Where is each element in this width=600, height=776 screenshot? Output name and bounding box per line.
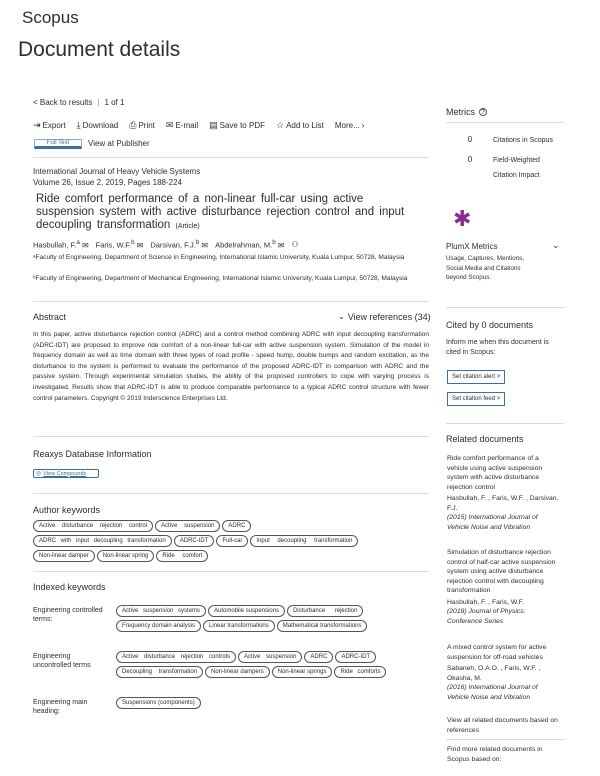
download-icon: ⤓ bbox=[76, 120, 81, 130]
keyword-tag[interactable]: Ride comfort bbox=[156, 550, 208, 562]
author-keywords-row bbox=[33, 550, 210, 565]
print-button[interactable] bbox=[129, 120, 155, 131]
keyword-tag[interactable]: Active suspension systems bbox=[116, 605, 206, 617]
fwci-value: 0 bbox=[467, 155, 473, 164]
author-name: Darsivan, F.J. bbox=[150, 240, 196, 250]
metrics-header bbox=[446, 107, 487, 117]
divider bbox=[446, 739, 564, 740]
related-item-source: (2015) International Journal of Vehicle Noise and Vibration bbox=[447, 514, 538, 531]
author-affil-sup: b bbox=[272, 239, 276, 246]
keyword-tag[interactable]: Active suspension bbox=[155, 520, 220, 532]
separator: | bbox=[97, 98, 100, 107]
page-title: Document details bbox=[18, 38, 181, 61]
keyword-tag[interactable]: ADRC-IDT bbox=[335, 651, 376, 663]
view-all-related-link[interactable]: View all related documents based on references bbox=[447, 717, 558, 734]
related-item-source: (2016) International Journal of Vehicle Noise and Vibration bbox=[447, 684, 538, 701]
author-item[interactable] bbox=[33, 239, 89, 250]
citations-label: Citations in Scopus bbox=[493, 137, 553, 144]
related-item-title[interactable]: A mixed control system for active suspension for off-road vehicles bbox=[447, 644, 547, 661]
related-documents-heading: Related documents bbox=[446, 434, 524, 444]
save-pdf-button[interactable] bbox=[209, 120, 265, 131]
reaxys-icon: ◎ bbox=[36, 471, 42, 477]
save-pdf-label: Save to PDF bbox=[219, 121, 265, 130]
set-citation-alert-button[interactable]: Set citation alert > bbox=[447, 370, 505, 384]
cited-by-description: Inform me when this document is cited in Scopus: bbox=[446, 339, 549, 356]
chevron-down-icon[interactable]: ⌄ bbox=[552, 240, 560, 250]
author-keywords-row bbox=[33, 520, 253, 535]
find-more-related-text: Find more related documents in Scopus based on: bbox=[447, 746, 543, 763]
keyword-tag[interactable]: Active disturbance rejection control bbox=[33, 520, 153, 532]
plumx-description: Usage, Captures, Mentions, Social Media and Citations beyond Scopus. bbox=[446, 255, 525, 281]
author-keywords-heading: Author keywords bbox=[33, 505, 101, 515]
related-item-source: (2018) Journal of Physics: Conference Series bbox=[447, 608, 526, 625]
toolbar bbox=[33, 120, 364, 131]
keyword-tag[interactable]: ADRC-IDT bbox=[174, 535, 215, 547]
main-heading-row bbox=[116, 697, 203, 712]
email-icon[interactable]: ✉ bbox=[81, 240, 89, 250]
keyword-tag[interactable]: Ride comforts bbox=[334, 666, 386, 678]
full-text-button[interactable]: Full Text bbox=[34, 139, 82, 149]
author-list bbox=[33, 239, 299, 250]
controlled-terms-row bbox=[116, 620, 369, 635]
print-label: Print bbox=[138, 121, 155, 130]
related-item-authors: Hasbullah, F. , Faris, W.F. bbox=[447, 598, 525, 606]
volume-info: Volume 26, Issue 2, 2019, Pages 188-224 bbox=[33, 178, 182, 187]
author-affil-sup: a bbox=[76, 239, 80, 246]
abstract-heading: Abstract bbox=[33, 312, 67, 322]
keyword-tag[interactable]: Disturbance rejection bbox=[287, 605, 363, 617]
author-name: Hasbullah, F. bbox=[33, 240, 77, 250]
controlled-terms-label: Engineering controlled terms: bbox=[33, 607, 103, 623]
keyword-tag[interactable]: ADRC with input decoupling transformation bbox=[33, 535, 172, 547]
controlled-terms-row bbox=[116, 605, 365, 620]
back-to-results-link[interactable]: < Back to results bbox=[33, 98, 93, 107]
keyword-tag[interactable]: Full-car bbox=[216, 535, 248, 547]
related-item[interactable] bbox=[447, 548, 559, 626]
fwci-label-2: Citation Impact bbox=[493, 172, 540, 179]
related-item[interactable] bbox=[447, 643, 559, 702]
article-title-text: Ride comfort performance of a non-linear full-car using active suspension system with active disturbance rejection control and input decoupling transformation bbox=[36, 193, 405, 231]
keyword-tag[interactable]: Input decoupling transformation bbox=[250, 535, 358, 547]
journal-name[interactable]: International Journal of Heavy Vehicle Systems bbox=[33, 167, 201, 176]
view-references-link[interactable] bbox=[338, 312, 431, 322]
article-title bbox=[36, 193, 426, 233]
citations-count: 0 bbox=[467, 135, 473, 144]
keyword-tag[interactable]: Linear transformations bbox=[203, 620, 275, 632]
keyword-tag[interactable]: Non-linear dampers bbox=[205, 666, 270, 678]
plumx-logo-icon: ✱ bbox=[453, 206, 472, 231]
divider bbox=[33, 571, 429, 572]
keyword-tag[interactable]: ADRC bbox=[222, 520, 251, 532]
export-icon: ⇥ bbox=[33, 120, 41, 130]
divider bbox=[33, 493, 429, 494]
cited-by-heading: Cited by 0 documents bbox=[446, 320, 534, 330]
divider bbox=[33, 301, 429, 302]
keyword-tag[interactable]: Non-linear spring bbox=[97, 550, 155, 562]
download-button[interactable] bbox=[77, 120, 119, 131]
view-references-label: View references (34) bbox=[347, 312, 431, 322]
keyword-tag[interactable]: Active suspension bbox=[238, 651, 302, 663]
uncontrolled-terms-row bbox=[116, 651, 378, 666]
divider bbox=[446, 307, 564, 308]
metrics-heading: Metrics bbox=[446, 107, 475, 117]
keyword-tag[interactable]: Automobile suspensions bbox=[208, 605, 285, 617]
email-icon[interactable]: ✉ bbox=[277, 240, 285, 250]
uncontrolled-terms-label: Engineering uncontrolled terms bbox=[33, 653, 91, 669]
keyword-tag[interactable]: Non-linear springs bbox=[272, 666, 333, 678]
related-item[interactable] bbox=[447, 454, 559, 532]
affiliation-b: ᵇFaculty of Engineering, Department of Mechanical Engineering, International Islamic University, Kuala Lumpur, 50728, Malaysia bbox=[33, 275, 408, 282]
article-type: (Article) bbox=[175, 223, 200, 230]
chevron-right-icon: › bbox=[361, 121, 365, 130]
info-icon[interactable]: ? bbox=[479, 108, 487, 116]
view-compounds-label: View Compounds bbox=[43, 470, 87, 477]
main-heading-label: Engineering main heading: bbox=[33, 699, 88, 715]
keyword-tag[interactable]: Non-linear damper bbox=[33, 550, 95, 562]
view-compounds-button[interactable] bbox=[33, 469, 99, 478]
keyword-tag[interactable]: Frequency domain analysis bbox=[116, 620, 201, 632]
export-label: Export bbox=[42, 121, 66, 130]
add-to-list-button[interactable] bbox=[276, 120, 324, 131]
reaxys-heading: Reaxys Database Information bbox=[33, 449, 152, 459]
download-label: Download bbox=[82, 121, 119, 130]
keyword-tag[interactable]: ADRC bbox=[304, 651, 333, 663]
author-affil-sup: b bbox=[131, 239, 135, 246]
author-name: Faris, W.F. bbox=[95, 240, 132, 250]
author-item[interactable] bbox=[150, 239, 208, 250]
plumx-title: PlumX Metrics bbox=[446, 242, 498, 251]
divider bbox=[446, 423, 564, 424]
view-at-publisher-link[interactable]: View at Publisher bbox=[88, 139, 150, 148]
more-button[interactable]: More... bbox=[334, 121, 360, 130]
related-item-authors: Sabaneh, O.A.O. , Faris, W.F. , Okasha, M. bbox=[447, 665, 541, 682]
person-icon[interactable]: ⚇ bbox=[291, 239, 299, 249]
pdf-icon: ▤ bbox=[209, 120, 218, 130]
fwci-label-1: Field-Weighted bbox=[493, 157, 540, 164]
related-item-title[interactable]: Simulation of disturbance rejection control of half-car active suspension system using active disturbance rejection control with decoupling transformation bbox=[447, 549, 556, 594]
author-item[interactable] bbox=[96, 239, 144, 250]
author-name: Abdelrahman, M. bbox=[215, 240, 273, 250]
print-icon: ⎙ bbox=[129, 120, 137, 130]
author-keywords-row bbox=[33, 535, 360, 550]
email-icon[interactable]: ✉ bbox=[136, 240, 144, 250]
keyword-tag[interactable]: Decoupling transformation bbox=[116, 666, 203, 678]
email-label: E-mail bbox=[175, 121, 199, 130]
affiliation-a: ᵃFaculty of Engineering, Department of Science in Engineering, International Islamic University, Kuala Lumpur, 50728, Malaysia bbox=[33, 254, 405, 261]
uncontrolled-terms-row bbox=[116, 666, 388, 681]
abstract-text: In this paper, active disturbance rejection control (ADRC) and a control method combining ADRC with input decoupling transformation (ADRC-IDT) are proposed to improve ride comfort of a non-linear full-car with active suspension system. Simulation of the model in frequency domain as well as time domain with three types of road profile - speed hump, double bumps and random excitation, as the disturbance to the system is performed to evaluate the performance of the proposed ADRC-IDT in comparison with ADRC and the passive system. Through experimental simulation studies, the ability of the proposed controllers to cope with varying process is investigated. Results show that ADRC-IDT is able to produce comparable performance to a typical ADRC control structure with fewer control parameters. Copyright © 2019 Inderscience Enterprises Ltd. bbox=[33, 331, 429, 402]
set-citation-feed-button[interactable]: Set citation feed > bbox=[447, 392, 505, 406]
keyword-tag[interactable]: Mathematical transformations bbox=[277, 620, 368, 632]
related-item-authors: Hasbullah, F. , Faris, W.F. , Darsivan, F.J. bbox=[447, 495, 559, 512]
divider bbox=[33, 436, 429, 437]
divider bbox=[446, 122, 564, 123]
related-item-title[interactable]: Ride comfort performance of a vehicle using active suspension system with active disturbance rejection control bbox=[447, 455, 543, 491]
author-item[interactable] bbox=[215, 239, 284, 250]
email-button[interactable] bbox=[166, 120, 198, 131]
export-button[interactable] bbox=[33, 120, 66, 131]
star-icon: ☆ bbox=[275, 120, 285, 130]
keyword-tag[interactable]: Suspensions (components) bbox=[116, 697, 201, 709]
pager: 1 of 1 bbox=[104, 98, 125, 107]
divider bbox=[33, 157, 429, 158]
indexed-keywords-heading: Indexed keywords bbox=[33, 582, 106, 592]
email-icon: ✉ bbox=[165, 120, 174, 130]
scopus-logo[interactable]: Scopus bbox=[22, 8, 79, 27]
keyword-tag[interactable]: Active disturbance rejection controls bbox=[116, 651, 236, 663]
results-nav bbox=[33, 97, 124, 108]
add-to-list-label: Add to List bbox=[286, 121, 324, 130]
author-affil-sup: b bbox=[195, 239, 200, 246]
email-icon[interactable]: ✉ bbox=[201, 240, 209, 250]
chevron-down-icon: ⌄ bbox=[338, 312, 345, 321]
